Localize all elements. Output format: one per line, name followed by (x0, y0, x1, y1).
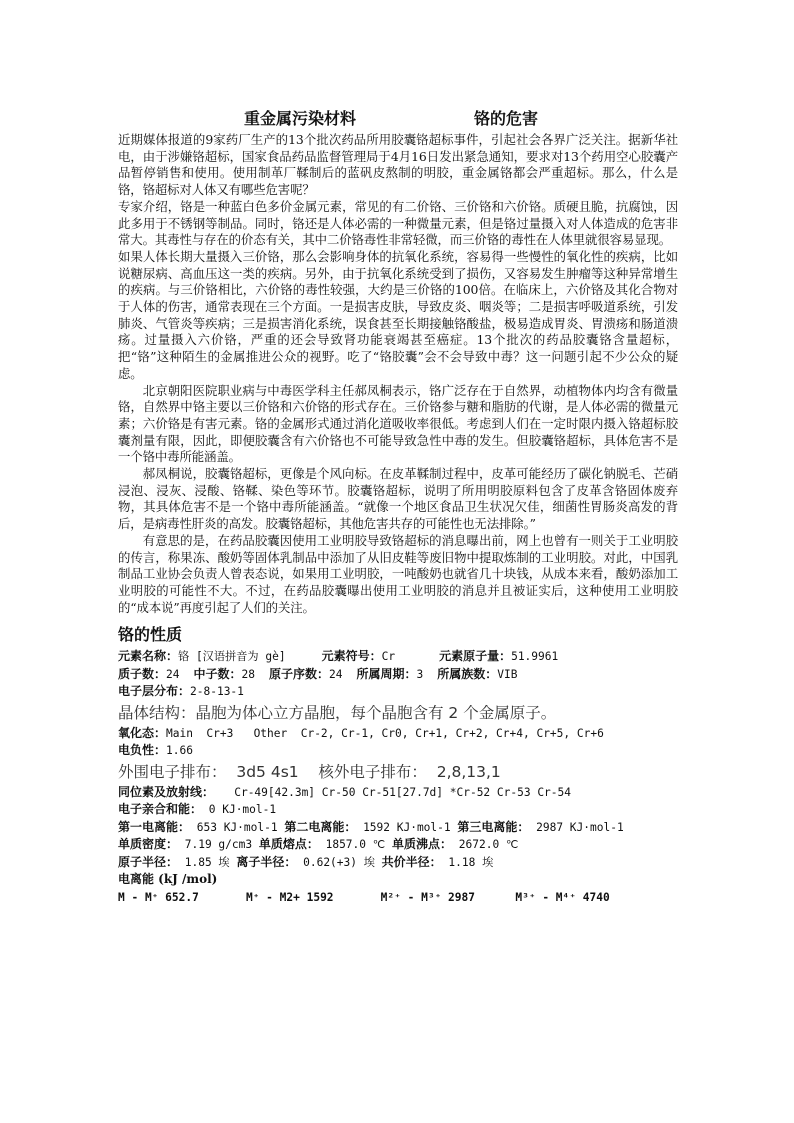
ionization-label-1: 第一电离能： (118, 819, 191, 834)
affinity-row (118, 801, 678, 819)
electronegativity-row (118, 742, 678, 760)
ionization-label-2: 第二电离能： (284, 819, 357, 834)
atomic-radius-label: 原子半径： (118, 854, 179, 869)
atomic-number-value: 24 (329, 667, 343, 681)
symbol-value: Cr (381, 650, 396, 664)
neutrons-label: 中子数： (193, 666, 242, 681)
isotopes-row (118, 784, 678, 802)
covalent-radius-value: 1.18 埃 (441, 855, 494, 869)
atomic-mass-value: 51.9961 (511, 650, 559, 664)
title-part-1: 重金属污染材料 (244, 109, 357, 128)
page-title (118, 104, 678, 126)
shells-value: 2-8-13-1 (190, 685, 244, 699)
ion-energy-heading-text: 电离能 (kJ /mol) (118, 872, 218, 887)
paragraph-2: 专家介绍，铬是一种蓝白色多价金属元素，常见的有二价铬、三价铬和六价铬。质硬且脆，抗腐蚀，因此多用于不锈钢等制品。同时，铬还是人体必需的一种微量元素，但是铬过量摄入对人体造成的危害非常大。其毒性与存在的价态有关，其中二价铬毒性非常轻微，而三价铬的毒性在人体里就很容易显现。 (118, 198, 678, 248)
ionic-radius-value: 0.62(+3) 埃 (296, 855, 382, 869)
electron-configuration: 外围电子排布： 3d5 4s1 核外电子排布： 2,8,13,1 (118, 762, 501, 781)
protons-value: 24 (166, 667, 180, 681)
atomic-number-label: 原子序数： (269, 666, 330, 681)
ionization-value-2: 1592 KJ·mol-1 (356, 820, 458, 834)
article-body (118, 132, 678, 616)
isotopes-value: Cr-49[42.3m] Cr-50 Cr-51[27.7d] *Cr-52 Cr-53 Cr-54 (214, 785, 571, 799)
density-label: 单质密度： (118, 837, 179, 852)
shells-row (118, 683, 678, 701)
group-label: 所属族数： (437, 666, 498, 681)
boiling-value: 2672.0 ℃ (452, 838, 519, 852)
ion-energy-heading (118, 871, 678, 889)
electronegativity-value: 1.66 (166, 744, 193, 758)
boiling-label: 单质沸点： (392, 837, 453, 852)
group-value: VIB (497, 667, 518, 681)
paragraph-3: 如果人体长期大量摄入三价铬，那么会影响身体的抗氧化系统，容易得一些慢性的氧化性的疾病，比如说糖尿病、高血压这一类的疾病。另外，由于抗氧化系统受到了损伤，又容易发生肿瘤等这种异常增生的疾病。与三价铬相比，六价铬的毒性较强，大约是三价铬的100倍。在临床上，六价铬及其化合物对于人体的伤害，通常表现在三个方面。一是损害皮肤，导致皮炎、咽炎等；二是损害呼吸道系统，引发肺炎、气管炎等疾病；三是损害消化系统，误食甚至长期接触铬酸盐，极易造成胃炎、胃溃疡和肠道溃疡。过量摄入六价铬，严重的还会导致肾功能衰竭甚至癌症。13个批次的药品胶囊铬含量超标，把“铬”这种陌生的金属推进公众的视野。吃了“铬胶囊”会不会导致中毒？这一问题引起不少公众的疑虑。 (118, 248, 678, 381)
affinity-value: 0 KJ·mol-1 (202, 803, 277, 817)
ionization-label-3: 第三电离能： (457, 819, 530, 834)
oxidation-value: Main Cr+3 Other Cr-2, Cr-1, Cr0, Cr+1, Cr+2, Cr+4, Cr+5, Cr+6 (166, 726, 604, 740)
ionic-radius-label: 离子半径： (236, 854, 297, 869)
density-value: 7.19 g/cm3 (178, 838, 259, 852)
element-name-label: 元素名称： (118, 649, 179, 664)
isotopes-label: 同位素及放射线： (118, 784, 215, 799)
period-value: 3 (416, 667, 424, 681)
paragraph-6: 有意思的是，在药品胶囊因使用工业明胶导致铬超标的消息曝出前，网上也曾有一则关于工业明胶的传言，称果冻、酸奶等固体乳制品中添加了从旧皮鞋等废旧物中提取炼制的工业明胶。对此，中国乳制品工业协会负责人曾表态说，如果用工业明胶，一吨酸奶也就省几十块钱，从成本来看，酸奶添加工业明胶的可能性不大。不过，在药品胶囊曝出使用工业明胶的消息并且被证实后，这种使用工业明胶的“成本说”再度引起了人们的关注。 (118, 532, 678, 615)
properties-block (118, 648, 678, 906)
electronegativity-label: 电负性： (118, 743, 167, 758)
paragraph-5: 郝凤桐说，胶囊铬超标，更像是个风向标。在皮革鞣制过程中，皮革可能经历了碳化钠脱毛、芒硝浸泡、浸灰、浸酸、铬鞣、染色等环节。胶囊铬超标，说明了所用明胶原料包含了皮革含铬固体废弃物，其具体危害不是一个铬中毒所能涵盖。“就像一个地区食品卫生状况欠佳，细菌性胃肠炎高发的背后，是病毒性肝炎的高发。胶囊铬超标，其他危害共存的可能性也无法排除。” (118, 466, 678, 532)
ion-energy-values: M - M⁺ 652.7 M⁺ - M2+ 1592 M²⁺ - M³⁺ 2987 M³⁺ - M⁴⁺ 4740 (118, 890, 610, 904)
melting-value: 1857.0 ℃ (318, 838, 393, 852)
period-label: 所属周期： (356, 666, 417, 681)
document-page (118, 104, 678, 906)
title-part-2: 铬的危害 (474, 109, 539, 128)
properties-heading: 铬的性质 (118, 625, 183, 645)
radius-row (118, 854, 678, 872)
element-name-row (118, 648, 678, 666)
ionization-row (118, 819, 678, 837)
element-name-value: 铬 [汉语拼音为 gè] (178, 650, 286, 664)
paragraph-1: 近期媒体报道的9家药厂生产的13个批次药品所用胶囊铬超标事件，引起社会各界广泛关注。据新华社电，由于涉嫌铬超标，国家食品药品监督管理局于4月16日发出紧急通知，要求对13个药用空心胶囊产品暂停销售和使用。使用制革厂鞣制后的蓝矾皮熬制的明胶，重金属铬都会严重超标。那么，什么是铬，铬超标对人体又有哪些危害呢？ (118, 132, 678, 198)
melting-label: 单质熔点： (258, 837, 319, 852)
neutrons-value: 28 (241, 667, 255, 681)
symbol-label: 元素符号： (321, 649, 382, 664)
paragraph-4: 北京朝阳医院职业病与中毒医学科主任郝凤桐表示，铬广泛存在于自然界，动植物体内均含有微量铬，自然界中铬主要以三价铬和六价铬的形式存在。三价铬参与糖和脂肪的代谢，是人体必需的微量元素；六价铬是有害元素。铬的金属形式通过消化道吸收率很低。考虑到人们在一定时限内摄入铬超标胶囊剂量有限，因此，即便胶囊含有六价铬也不可能导致急性中毒的发生。但胶囊铬超标，具体危害不是一个铬中毒所能涵盖。 (118, 382, 678, 465)
ionization-value-1: 653 KJ·mol-1 (190, 820, 285, 834)
density-row (118, 836, 678, 854)
atomic-radius-value: 1.85 埃 (178, 855, 237, 869)
covalent-radius-label: 共价半径： (381, 854, 442, 869)
atomic-mass-label: 元素原子量： (439, 649, 512, 664)
particles-row (118, 666, 678, 684)
oxidation-label: 氧化态： (118, 725, 167, 740)
crystal-structure: 晶体结构：晶胞为体心立方晶胞，每个晶胞含有 2 个金属原子。 (118, 703, 557, 722)
affinity-label: 电子亲合和能： (118, 802, 203, 817)
protons-label: 质子数： (118, 666, 167, 681)
shells-label: 电子层分布： (118, 684, 191, 699)
oxidation-row (118, 725, 678, 743)
ionization-value-3: 2987 KJ·mol-1 (529, 820, 624, 834)
